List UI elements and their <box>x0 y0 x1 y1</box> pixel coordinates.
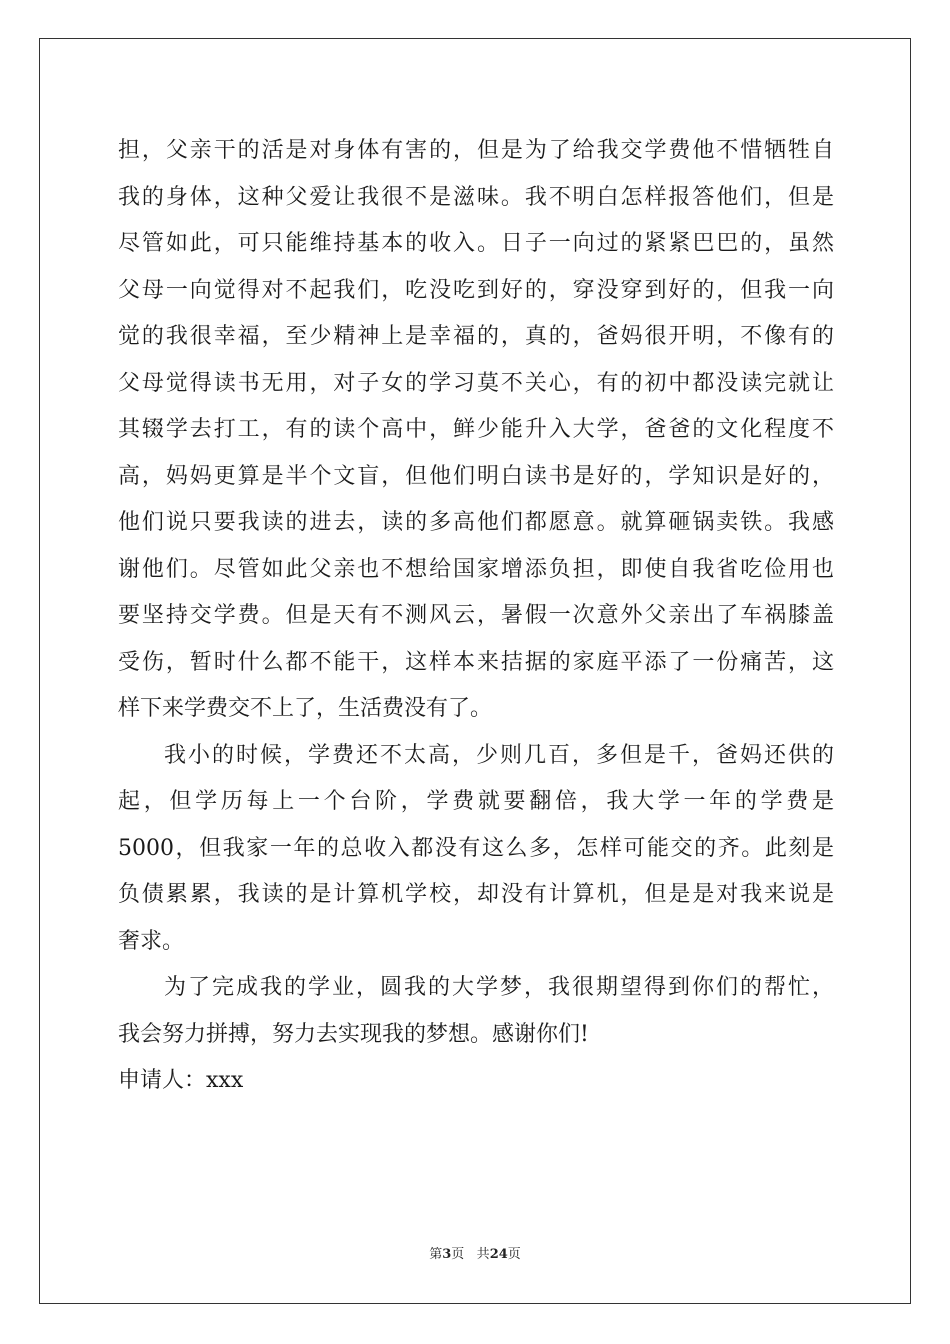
text-line: 我的身体，这种父爱让我很不是滋味。我不明白怎样报答他们，但是 <box>118 184 834 210</box>
text-line: 受伤，暂时什么都不能干，这样本来拮据的家庭平添了一份痛苦，这 <box>118 649 834 675</box>
text-line: 尽管如此，可只能维持基本的收入。日子一向过的紧紧巴巴的，虽然 <box>118 231 834 256</box>
text-line: 谢他们。尽管如此父亲也不想给国家增添负担，即使自我省吃俭用也 <box>118 556 834 582</box>
text-line: 负债累累，我读的是计算机学校，却没有计算机，但是是对我来说是 <box>118 882 834 907</box>
text-line: 高，妈妈更算是半个文盲，但他们明白读书是好的，学知识是好的， <box>118 463 834 489</box>
applicant-signature: 申请人：xxx <box>118 1068 244 1093</box>
text-line: 他们说只要我读的进去，读的多高他们都愿意。就算砸锅卖铁。我感 <box>118 510 834 535</box>
total-page-count: 24 <box>489 1247 508 1262</box>
text-line: 要坚持交学费。但是天有不测风云，暑假一次意外父亲出了车祸膝盖 <box>118 603 834 628</box>
current-page-number: 3 <box>442 1247 452 1262</box>
text-line: 5000，但我家一年的总收入都没有这么多，怎样可能交的齐。此刻是 <box>118 835 834 861</box>
text-line: 起，但学历每上一个台阶，学费就要翻倍，我大学一年的学费是 <box>118 789 834 814</box>
paragraph-start-line: 我小的时候，学费还不太高，少则几百，多但是千，爸妈还供的 <box>164 742 834 768</box>
total-prefix: 共 <box>476 1247 490 1262</box>
text-line: 其辍学去打工，有的读个高中，鲜少能升入大学，爸爸的文化程度不 <box>118 417 834 442</box>
page-prefix: 第 <box>429 1247 443 1262</box>
text-line: 样下来学费交不上了，生活费没有了。 <box>118 696 493 721</box>
page-footer <box>0 1246 950 1264</box>
total-suffix: 页 <box>507 1247 521 1262</box>
text-line: 觉的我很幸福，至少精神上是幸福的，真的，爸妈很开明，不像有的 <box>118 324 834 349</box>
text-line: 奢求。 <box>118 928 185 954</box>
paragraph-start-line: 为了完成我的学业，圆我的大学梦，我很期望得到你们的帮忙， <box>164 975 834 1000</box>
text-line: 父母一向觉得对不起我们，吃没吃到好的，穿没穿到好的，但我一向 <box>118 277 834 303</box>
text-line: 父母觉得读书无用，对子女的学习莫不关心，有的初中都没读完就让 <box>118 370 834 396</box>
text-line: 我会努力拼搏，努力去实现我的梦想。感谢你们! <box>118 1021 589 1047</box>
letter-body <box>118 128 834 1105</box>
page-suffix: 页 <box>451 1247 465 1262</box>
text-line: 担，父亲干的活是对身体有害的，但是为了给我交学费他不惜牺牲自 <box>118 138 834 163</box>
